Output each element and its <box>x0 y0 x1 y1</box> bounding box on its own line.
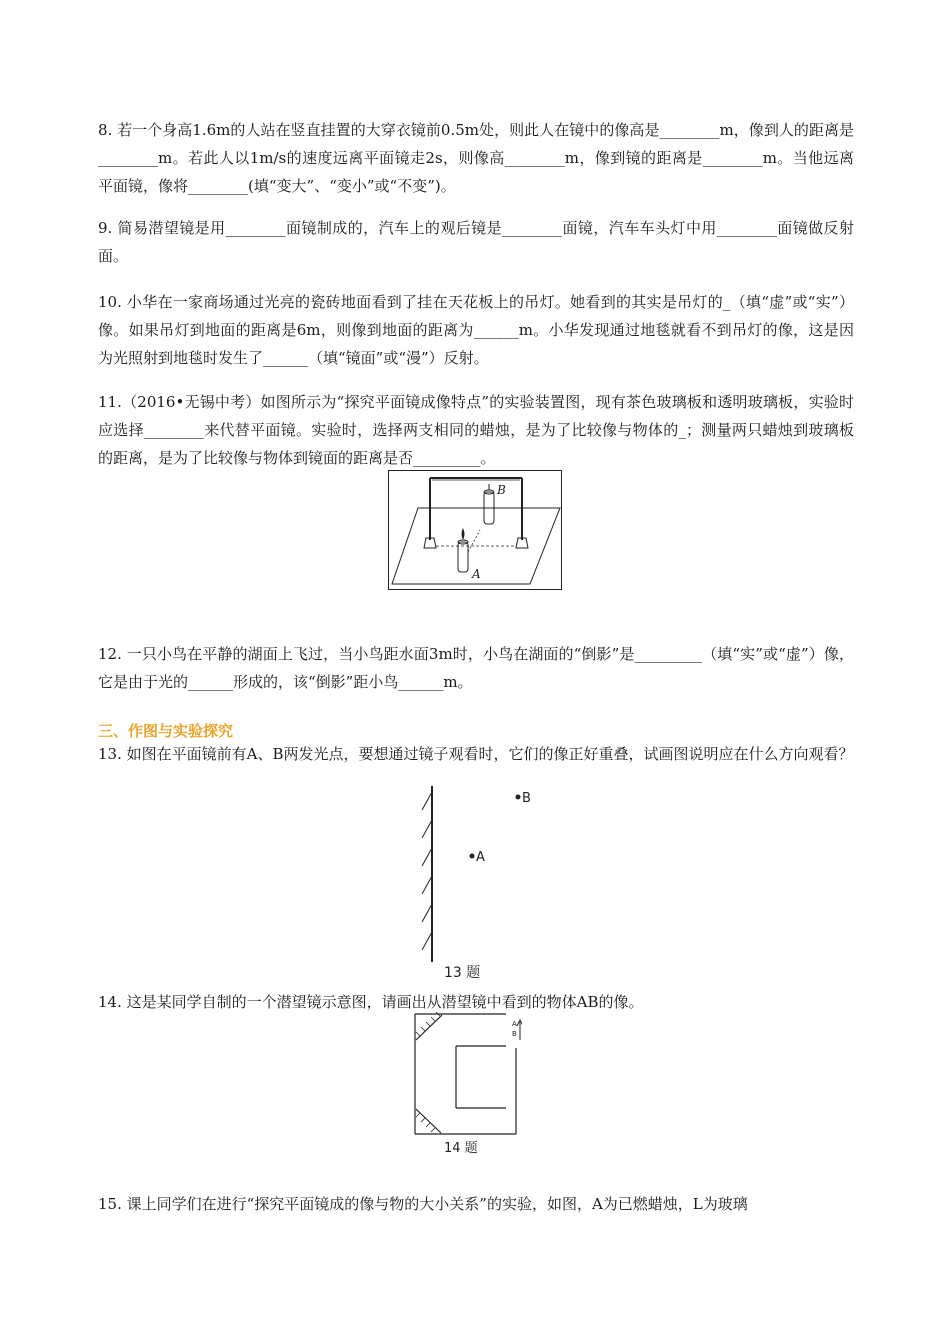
figure-13-caption: 13 题 <box>444 965 481 981</box>
object-b-label: B <box>512 1030 517 1038</box>
question-9: 9. 简易潜望镜是用________面镜制成的，汽车上的观后镜是________面镜，汽车车头灯中用________面镜做反射面。 <box>98 219 854 265</box>
question-10: 10. 小华在一家商场通过光亮的瓷砖地面看到了挂在天花板上的吊灯。她看到的其实是吊灯的_（填“虚”或“实”）像。如果吊灯到地面的距离是6m，则像到地面的距离为______m。小华发现通过地毯就看不到吊灯的像，这是因为光照射到地毯时发生了______（填“镜面”或“漫”）反射。 <box>98 293 854 367</box>
question-12: 12. 一只小鸟在平静的湖面上飞过，当小鸟距水面3m时，小鸟在湖面的“倒影”是_________（填“实”或“虚”）像，它是由于光的______形成的，该“倒影”距小鸟______m。 <box>98 645 854 691</box>
question-13: 13. 如图在平面镜前有A、B两发光点，要想通过镜子观看时，它们的像正好重叠，试画图说明应在什么方向观看？ <box>98 745 854 763</box>
label-a: A <box>472 567 481 581</box>
section-title: 三、作图与实验探究 <box>98 722 234 740</box>
point-a-label: A <box>476 850 485 865</box>
figure-14-caption: 14 题 <box>444 1141 478 1156</box>
point-b-label: B <box>522 791 531 806</box>
figure-13-mirror <box>408 782 548 982</box>
question-14: 14. 这是某同学自制的一个潜望镜示意图，请画出从潜望镜中看到的物体AB的像。 <box>98 993 644 1011</box>
object-a-label: A <box>512 1020 517 1028</box>
label-b: B <box>497 483 506 497</box>
question-11: 11.（2016•无锡中考）如图所示为“探究平面镜成像特点”的实验装置图，现有茶色玻璃板和透明玻璃板，实验时应选择________来代替平面镜。实验时，选择两支相同的蜡烛，是为了比较像与物体的_；测量两只蜡烛到玻璃板的距离，是为了比较像与物体到镜面的距离是否_________。 <box>98 393 854 467</box>
question-8: 8. 若一个身高1.6m的人站在竖直挂置的大穿衣镜前0.5m处，则此人在镜中的像高是________m，像到人的距离是________m。若此人以1m/s的速度远离平面镜走2s，则像高________m，像到镜的距离是________m。当他远离平面镜，像将________(填“变大”、“变小”或“不变”)。 <box>98 121 854 195</box>
figure-11-apparatus <box>388 470 562 590</box>
figure-14-periscope <box>410 1012 522 1158</box>
question-15: 15. 课上同学们在进行“探究平面镜成的像与物的大小关系”的实验，如图，A为已燃蜡烛，L为玻璃 <box>98 1195 748 1213</box>
